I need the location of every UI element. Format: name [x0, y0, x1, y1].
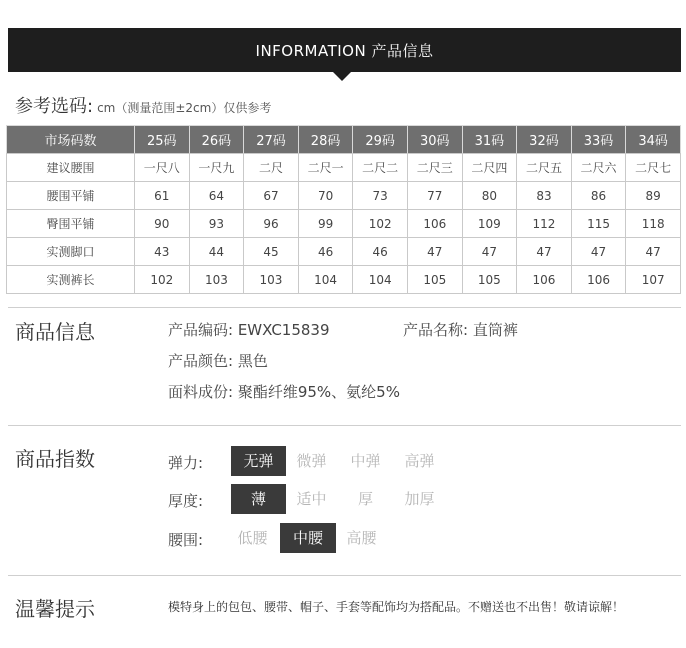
size-cell: 47 [517, 238, 572, 266]
divider [8, 575, 681, 576]
size-row-label: 臀围平铺 [7, 210, 135, 238]
size-header-cell: 29码 [353, 126, 408, 154]
size-cell: 99 [298, 210, 353, 238]
size-cell: 105 [407, 266, 462, 294]
size-table-row [7, 210, 681, 238]
size-cell: 二尺六 [571, 154, 626, 182]
size-table-row [7, 238, 681, 266]
size-cell: 103 [244, 266, 299, 294]
waist-option: 低腰 [237, 529, 268, 547]
size-cell: 47 [407, 238, 462, 266]
size-cell: 二尺一 [298, 154, 353, 182]
size-header-cell: 33码 [571, 126, 626, 154]
size-header-cell: 34码 [626, 126, 681, 154]
thickness-option: 加厚 [404, 490, 435, 508]
size-cell: 47 [571, 238, 626, 266]
size-cell: 二尺 [244, 154, 299, 182]
size-header-cell: 28码 [298, 126, 353, 154]
size-row-label: 建议腰围 [7, 154, 135, 182]
size-cell: 83 [517, 182, 572, 210]
size-cell: 109 [462, 210, 517, 238]
size-cell: 103 [189, 266, 244, 294]
size-cell: 二尺五 [517, 154, 572, 182]
size-header-cell: 31码 [462, 126, 517, 154]
size-cell: 61 [135, 182, 190, 210]
waist-option: 高腰 [346, 529, 377, 547]
size-cell: 47 [462, 238, 517, 266]
size-cell: 89 [626, 182, 681, 210]
size-row-label: 腰围平铺 [7, 182, 135, 210]
product-color: 产品颜色: 黑色 [168, 352, 268, 370]
size-cell: 115 [571, 210, 626, 238]
size-cell: 104 [298, 266, 353, 294]
thickness-option: 适中 [296, 490, 327, 508]
elasticity-label: 弹力: [168, 454, 204, 472]
size-table [6, 125, 681, 294]
size-cell: 107 [626, 266, 681, 294]
size-cell: 93 [189, 210, 244, 238]
product-code: 产品编码: EWXC15839 [168, 321, 330, 339]
size-cell: 102 [353, 210, 408, 238]
product-fabric: 面料成份: 聚酯纤维95%、氨纶5% [168, 383, 400, 401]
thickness-option: 厚 [357, 490, 373, 508]
size-cell: 44 [189, 238, 244, 266]
size-cell: 45 [244, 238, 299, 266]
size-cell: 112 [517, 210, 572, 238]
size-cell: 90 [135, 210, 190, 238]
size-table-header-row [7, 126, 681, 154]
reference-note: cm（测量范围±2cm）仅供参考 [97, 101, 272, 115]
size-cell: 67 [244, 182, 299, 210]
size-header-cell: 26码 [189, 126, 244, 154]
reference-title: 参考选码: [15, 96, 94, 117]
size-cell: 105 [462, 266, 517, 294]
size-header-cell: 25码 [135, 126, 190, 154]
size-table-row [7, 182, 681, 210]
size-header-cell: 32码 [517, 126, 572, 154]
size-cell: 102 [135, 266, 190, 294]
size-cell: 二尺七 [626, 154, 681, 182]
size-cell: 64 [189, 182, 244, 210]
size-cell: 一尺八 [135, 154, 190, 182]
size-cell: 46 [353, 238, 408, 266]
banner-title: INFORMATION 产品信息 [255, 41, 434, 60]
reference-size-title [15, 92, 271, 118]
size-cell: 106 [571, 266, 626, 294]
elasticity-option: 无弹 [231, 446, 286, 476]
product-info-title: 商品信息 [15, 320, 95, 344]
size-cell: 43 [135, 238, 190, 266]
thickness-label: 厚度: [168, 492, 204, 510]
size-cell: 96 [244, 210, 299, 238]
size-header-cell: 30码 [407, 126, 462, 154]
size-cell: 47 [626, 238, 681, 266]
size-cell: 二尺二 [353, 154, 408, 182]
elasticity-option: 高弹 [404, 452, 435, 470]
size-cell: 73 [353, 182, 408, 210]
product-index-title: 商品指数 [15, 447, 95, 471]
size-table-row [7, 154, 681, 182]
information-banner [8, 28, 681, 72]
elasticity-option: 微弹 [296, 452, 327, 470]
size-table-row [7, 266, 681, 294]
size-row-label: 实测裤长 [7, 266, 135, 294]
elasticity-option: 中弹 [350, 452, 381, 470]
size-cell: 77 [407, 182, 462, 210]
size-header-cell: 27码 [244, 126, 299, 154]
waist-label: 腰围: [168, 531, 204, 549]
size-cell: 86 [571, 182, 626, 210]
tips-title: 温馨提示 [15, 597, 95, 621]
size-cell: 二尺四 [462, 154, 517, 182]
divider [8, 425, 681, 426]
tips-text: 模特身上的包包、腰带、帽子、手套等配饰均为搭配品。不赠送也不出售！敬请谅解！ [168, 600, 625, 614]
size-cell: 一尺九 [189, 154, 244, 182]
size-cell: 二尺三 [407, 154, 462, 182]
waist-option: 中腰 [280, 523, 336, 553]
product-name: 产品名称: 直筒裤 [403, 321, 518, 339]
thickness-option: 薄 [231, 484, 286, 514]
size-cell: 118 [626, 210, 681, 238]
size-header-cell: 市场码数 [7, 126, 135, 154]
size-cell: 106 [517, 266, 572, 294]
size-cell: 106 [407, 210, 462, 238]
size-cell: 46 [298, 238, 353, 266]
size-cell: 104 [353, 266, 408, 294]
divider [8, 307, 681, 308]
banner-notch [333, 72, 351, 81]
size-cell: 80 [462, 182, 517, 210]
size-row-label: 实测脚口 [7, 238, 135, 266]
size-cell: 70 [298, 182, 353, 210]
